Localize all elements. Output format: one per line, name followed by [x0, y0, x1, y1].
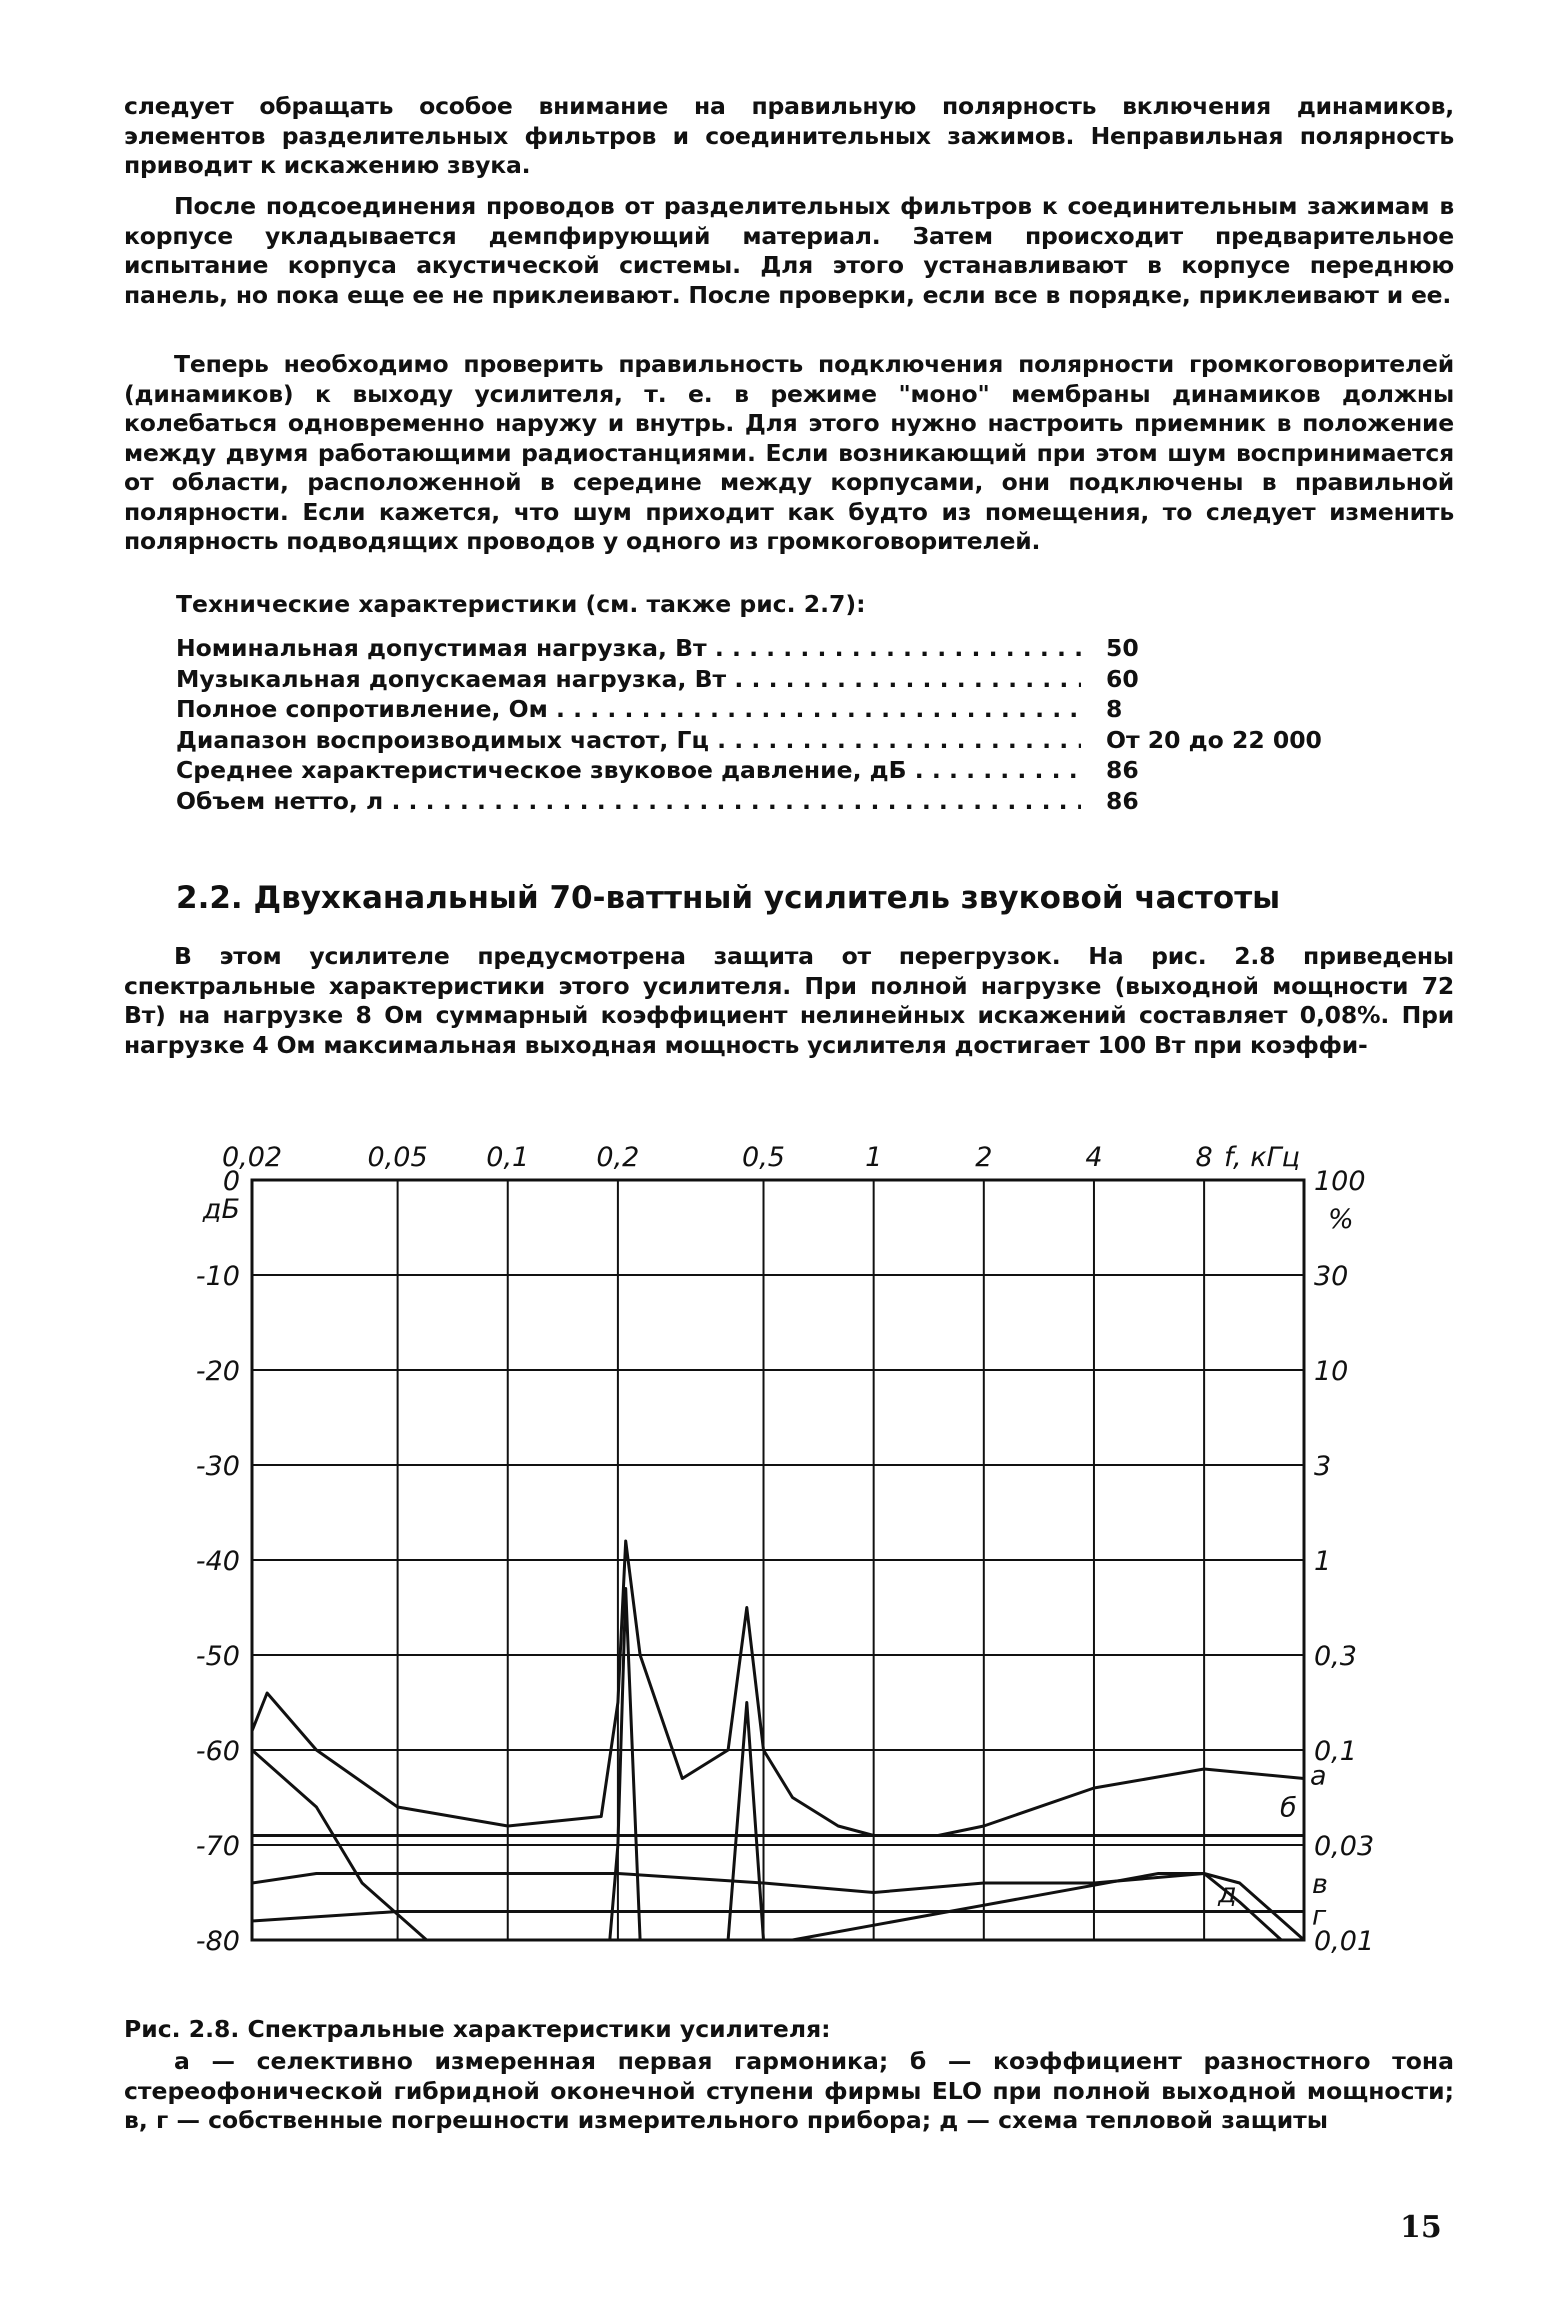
- y-left-tick-label: -80: [195, 1926, 240, 1957]
- x-tick-label: 4: [1085, 1142, 1103, 1173]
- series-label: б: [1280, 1792, 1297, 1824]
- x-tick-label: 2: [975, 1142, 993, 1173]
- y-right-tick-label: 30: [1314, 1261, 1349, 1292]
- spec-row: [176, 756, 1326, 786]
- y-left-tick-label: -10: [195, 1261, 240, 1292]
- spec-row: [176, 695, 1326, 725]
- paragraph-2: После подсоединения проводов от разделительных фильтров к соединительным зажимам в корпусе укладывается демпфирующий материал. Затем происходит предварительное испытание корпуса акустической системы. Для этого устанавливают в корпусе переднюю панель, но пока еще ее не приклеивают. После проверки, если все в порядке, приклеивают и ее.: [124, 192, 1454, 309]
- y-right-tick-label: 10: [1314, 1356, 1349, 1387]
- y-right-tick-label: 1: [1314, 1546, 1332, 1577]
- x-tick-label: 8: [1195, 1142, 1213, 1173]
- y-left-unit: дБ: [202, 1194, 240, 1225]
- spec-value: 86: [1106, 786, 1139, 815]
- spec-value: 50: [1106, 634, 1139, 662]
- y-right-tick-label: 0,03: [1314, 1831, 1375, 1862]
- paragraph-1: следует обращать особое внимание на правильную полярность включения динамиков, элементов разделительных фильтров и соединительных зажимов. Неправильная полярность приводит к искажению звука.: [124, 92, 1454, 179]
- spec-label: Номинальная допустимая нагрузка, Вт . . .: [176, 634, 1081, 662]
- y-left-tick-label: -40: [195, 1546, 240, 1577]
- chart-svg: [0, 1120, 1562, 1980]
- series-label: д: [1218, 1878, 1237, 1909]
- y-right-tick-label: 0,3: [1314, 1641, 1357, 1672]
- section-paragraph: В этом усилителе предусмотрена защита от перегрузок. На рис. 2.8 приведены спектральные характеристики этого усилителя. При полной нагрузке (выходной мощности 72 Вт) на нагрузке 8 Ом суммарный коэффициент нелинейных искажений составляет 0,08%. При нагрузке 4 Ом максимальная выходная мощность усилителя достигает 100 Вт при коэффи-: [124, 942, 1454, 1059]
- series-label: в: [1312, 1869, 1328, 1900]
- series-а-line: [252, 1541, 1304, 1836]
- spec-row: [176, 787, 1326, 817]
- page-number: 15: [1400, 2210, 1442, 2245]
- spec-label: Объем нетто, л . . .: [176, 787, 1081, 815]
- spec-label: Полное сопротивление, Ом . . .: [176, 695, 1081, 723]
- series-д-line: [252, 1589, 1281, 1941]
- spec-value: От 20 до 22 000: [1106, 725, 1322, 754]
- spec-value: 86: [1106, 756, 1139, 784]
- x-tick-label: 0,1: [486, 1142, 530, 1173]
- x-tick-label: 0,2: [596, 1142, 640, 1173]
- spec-label: Диапазон воспроизводимых частот, Гц . . .: [176, 726, 1081, 754]
- spectrum-chart: [0, 1120, 1562, 1980]
- spec-label: Музыкальная допускаемая нагрузка, Вт . . .: [176, 665, 1081, 693]
- x-tick-label: 1: [865, 1142, 883, 1173]
- y-left-tick-label: -20: [195, 1356, 240, 1387]
- y-left-tick-label: -70: [195, 1831, 240, 1862]
- y-left-tick-label: -30: [195, 1451, 240, 1482]
- x-tick-label: 0,05: [367, 1142, 428, 1173]
- y-right-tick-label: 0,01: [1314, 1926, 1375, 1957]
- spec-label: Среднее характеристическое звуковое давление, дБ . . .: [176, 756, 1081, 784]
- y-left-tick-label: 0: [222, 1166, 240, 1197]
- spec-value: 60: [1106, 664, 1139, 693]
- y-right-tick-label: 3: [1314, 1451, 1332, 1482]
- y-right-unit: %: [1328, 1204, 1354, 1235]
- series-в-line: [252, 1874, 1304, 1941]
- spec-row: [176, 634, 1326, 664]
- series-г-line: [252, 1912, 1304, 1922]
- y-right-tick-label: 0,1: [1314, 1736, 1357, 1767]
- y-right-tick-label: 100: [1314, 1166, 1366, 1197]
- x-tick-label: 0,5: [742, 1142, 785, 1173]
- x-tick-label: 0,02: [221, 1142, 283, 1173]
- section-title: 2.2. Двухканальный 70-ваттный усилитель звуковой частоты: [176, 880, 1281, 916]
- spec-value: 8: [1106, 695, 1123, 723]
- spec-row: [176, 726, 1326, 756]
- figure-caption-body: а — селективно измеренная первая гармоника; б — коэффициент разностного тона стереофонической гибридной оконечной ступени фирмы ELO при полной выходной мощности; в, г — собственные погрешности измерительного прибора; д — схема тепловой защиты: [124, 2047, 1454, 2134]
- spec-row: [176, 665, 1326, 695]
- figure-caption-title: Рис. 2.8. Спектральные характеристики усилителя:: [124, 2015, 831, 2043]
- x-axis-unit: f, кГц: [1224, 1142, 1300, 1173]
- series-label: а: [1310, 1760, 1327, 1792]
- y-left-tick-label: -60: [195, 1736, 240, 1767]
- paragraph-3: Теперь необходимо проверить правильность подключения полярности громкоговорителей (динамиков) к выходу усилителя, т. е. в режиме "моно" мембраны динамиков должны колебаться одновременно наружу и внутрь. Для этого нужно настроить приемник в положение между двумя работающими радиостанциями. Если возникающий при этом шум воспринимается от области, расположенной в середине между корпусами, они подключены в правильной полярности. Если кажется, что шум приходит как будто из помещения, то следует изменить полярность подводящих проводов у одного из громкоговорителей.: [124, 350, 1454, 555]
- y-left-tick-label: -50: [195, 1641, 240, 1672]
- specs-title: Технические характеристики (см. также рис. 2.7):: [176, 590, 866, 618]
- series-label: г: [1312, 1900, 1327, 1932]
